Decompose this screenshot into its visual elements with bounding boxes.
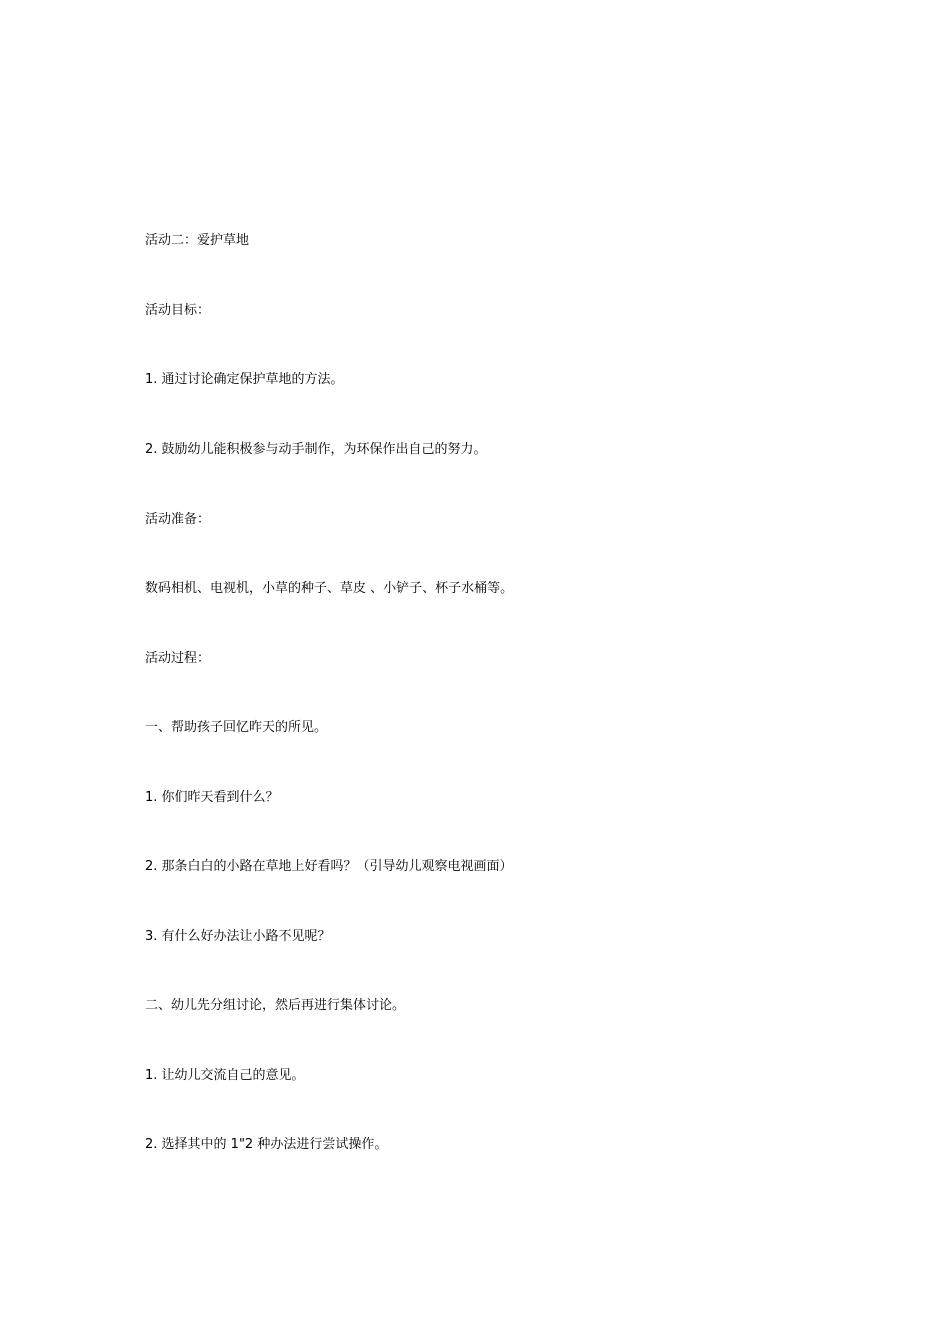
process-step-2-item-1: 1. 让幼儿交流自己的意见。 xyxy=(145,1068,305,1083)
process-step-2: 二、幼儿先分组讨论，然后再进行集体讨论。 xyxy=(145,998,406,1013)
goal-item-1: 1. 通过讨论确定保护草地的方法。 xyxy=(145,372,344,387)
section-heading-preparation: 活动准备： xyxy=(145,512,211,527)
process-step-1-question-1: 1. 你们昨天看到什么？ xyxy=(145,790,279,805)
section-heading-goals: 活动目标： xyxy=(145,303,211,318)
goal-item-2: 2. 鼓励幼儿能积极参与动手制作，为环保作出自己的努力。 xyxy=(145,442,487,457)
process-step-1-question-2: 2. 那条白白的小路在草地上好看吗？（引导幼儿观察电视画面） xyxy=(145,859,513,874)
process-step-1: 一、帮助孩子回忆昨天的所见。 xyxy=(145,720,328,735)
activity-title: 活动二：爱护草地 xyxy=(145,233,250,248)
process-step-2-item-2: 2. 选择其中的 1"2 种办法进行尝试操作。 xyxy=(145,1137,388,1152)
preparation-materials: 数码相机、电视机，小草的种子、草皮 、小铲子、杯子水桶等。 xyxy=(145,581,514,596)
section-heading-process: 活动过程： xyxy=(145,651,211,666)
process-step-1-question-3: 3. 有什么好办法让小路不见呢？ xyxy=(145,929,331,944)
